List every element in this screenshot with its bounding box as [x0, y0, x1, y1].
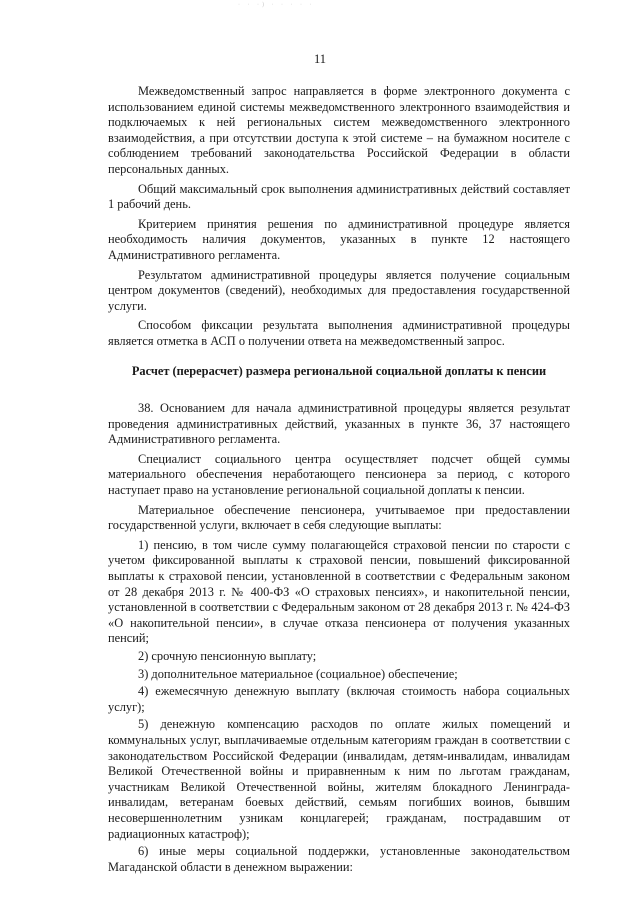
document-body: [108, 84, 570, 877]
page-number: 11: [313, 52, 327, 66]
paragraph: Общий максимальный срок выполнения административных действий составляет 1 рабочий день.: [108, 181, 570, 212]
paragraph: Способом фиксации результата выполнения административной процедуры является отметка в АСП о получении ответа на межведомственный запрос.: [108, 318, 570, 348]
paragraph: Материальное обеспечение пенсионера, учитываемое при предоставлении государственной услуги, включает в себя следующие выплаты:: [108, 502, 570, 533]
paragraph: Специалист социального центра осуществляет подсчет общей суммы материального обеспечения неработающего пенсионера за период, с которого наступает право на установление региональной социальной доплаты к пенсии.: [108, 451, 570, 498]
list-item: 5) денежную компенсацию расходов по оплате жилых помещений и коммунальных услуг, выплачиваемые отдельным категориям граждан в соответствии с законодательством Российской Федерации (инвалидам, детям-инвалидам, инвалидам Великой Отечественной войны и приравненным к ним по льготам гражданам, участникам Великой Отечественной войны, жителям блокадного Ленинграда-инвалидам, ветеранам боевых действий, семьям погибших воинов, бывшим несовершеннолетним узникам концлагерей; гражданам, пострадавшим от радиационных катастроф);: [108, 717, 570, 841]
scan-artifact: · · ·) · · · · ·: [238, 2, 315, 8]
paragraph: Межведомственный запрос направляется в форме электронного документа с использованием единой системы межведомственного электронного взаимодействия и подключаемых к ней региональных систем межведомственного электронного взаимодействия, а при отсутствии доступа к этой системе – на бумажном носителе с соблюдением требований законодательства Российской Федерации в области персональных данных.: [108, 84, 570, 176]
list-item: 6) иные меры социальной поддержки, установленные законодательством Магаданской области в денежном выражении:: [108, 844, 570, 874]
paragraph: 38. Основанием для начала административной процедуры является результат проведения административных действий, указанных в пункте 36, 37 настоящего Административного регламента.: [108, 401, 570, 447]
list-item: 1) пенсию, в том числе сумму полагающейся страховой пенсии по старости с учетом фиксированной выплаты к страховой пенсии, повышений фиксированной выплаты к страховой пенсии, установленной в соответствии с Федеральным законом от 28 декабря 2013 г. № 400-ФЗ «О страховых пенсиях», и накопительной пенсии, установленной в соответствии с Федеральным законом от 28 декабря 2013 г. № 424-ФЗ «О накопительной пенсии», в случае отказа пенсионера от получения указанных пенсий;: [108, 537, 570, 646]
list-item: 4) ежемесячную денежную выплату (включая стоимость набора социальных услуг);: [108, 684, 570, 714]
list-item: 2) срочную пенсионную выплату;: [138, 649, 317, 663]
list-item: 3) дополнительное материальное (социальное) обеспечение;: [138, 666, 458, 681]
paragraph: Критерием принятия решения по административной процедуре является необходимость наличия документов, указанных в пункте 12 настоящего Административного регламента.: [108, 216, 570, 262]
paragraph: Результатом административной процедуры является получение социальным центром документов (сведений), необходимых для предоставления государственной услуги.: [108, 267, 570, 313]
section-heading: Расчет (перерасчет) размера региональной социальной доплаты к пенсии: [131, 363, 547, 378]
